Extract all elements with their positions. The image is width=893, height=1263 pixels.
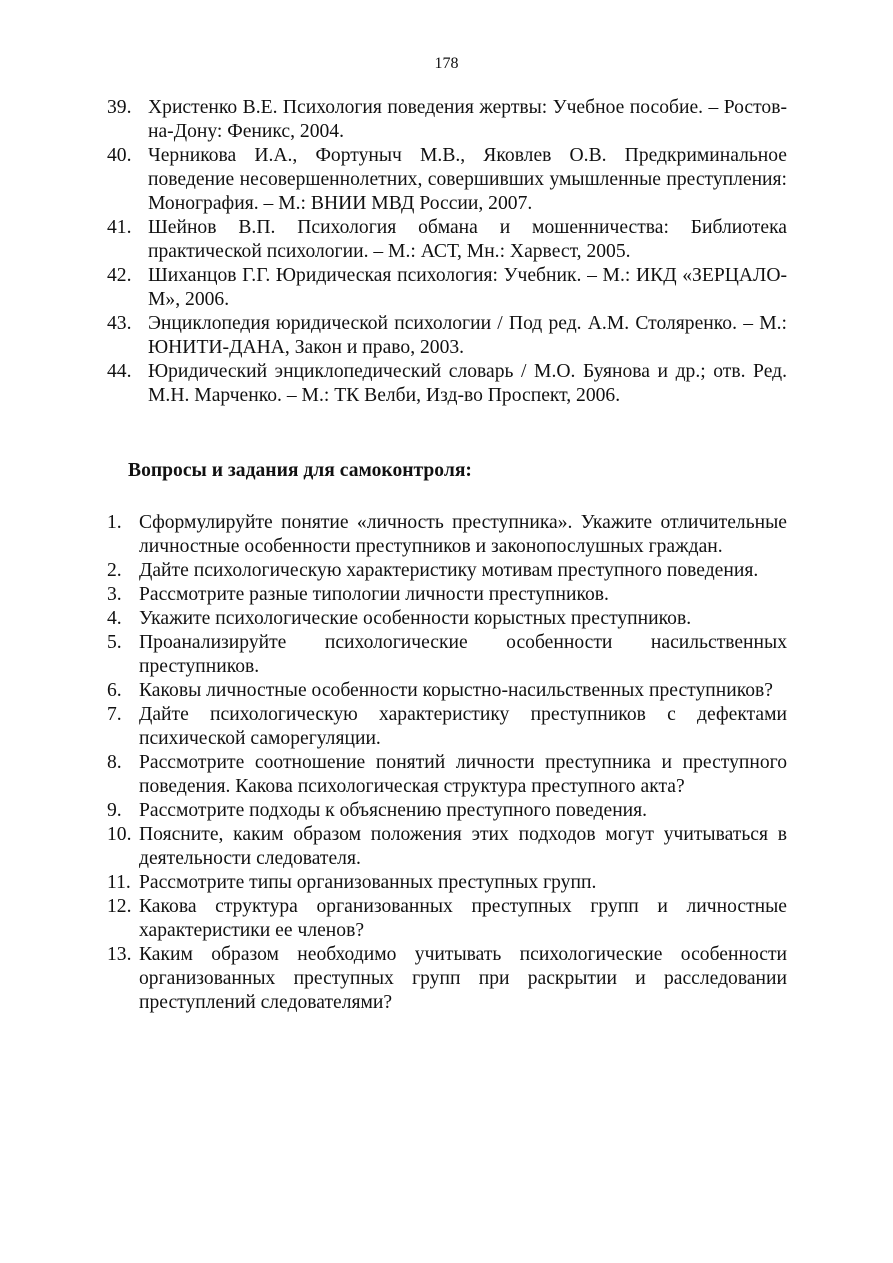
question-number: 4. <box>107 608 122 629</box>
question-text: Укажите психологические особенности корыстных преступников. <box>139 608 692 629</box>
reference-list <box>107 96 787 408</box>
question-number: 5. <box>107 632 122 653</box>
question-item <box>107 895 787 943</box>
reference-text: Шейнов В.П. Психология обмана и мошенничества: Библиотека практической психологии. – М.: АСТ, Мн.: Харвест, 2005. <box>148 217 787 262</box>
question-text: Каким образом необходимо учитывать психологические особенности организованных преступных групп при раскрытии и расследовании преступлений следователями? <box>139 944 787 1013</box>
question-item <box>107 703 787 751</box>
question-text: Какова структура организованных преступных групп и личностные характеристики ее членов? <box>139 896 787 941</box>
question-number: 6. <box>107 680 122 701</box>
question-number: 13. <box>107 944 132 965</box>
reference-item <box>107 360 787 408</box>
question-item <box>107 943 787 1015</box>
reference-number: 42. <box>107 265 132 286</box>
question-item <box>107 799 787 823</box>
question-number: 9. <box>107 800 122 821</box>
reference-number: 40. <box>107 145 132 166</box>
question-item <box>107 871 787 895</box>
question-item <box>107 511 787 559</box>
question-number: 3. <box>107 584 122 605</box>
question-text: Рассмотрите типы организованных преступных групп. <box>139 872 597 893</box>
reference-text: Христенко В.Е. Психология поведения жертвы: Учебное пособие. – Ростов-на-Дону: Феникс, 2004. <box>148 97 787 142</box>
reference-number: 41. <box>107 217 132 238</box>
question-item <box>107 559 787 583</box>
reference-item <box>107 96 787 144</box>
question-number: 12. <box>107 896 132 917</box>
question-item <box>107 583 787 607</box>
question-text: Сформулируйте понятие «личность преступника». Укажите отличительные личностные особенности преступников и законопослушных граждан. <box>139 512 787 557</box>
reference-item <box>107 216 787 264</box>
question-text: Дайте психологическую характеристику преступников с дефектами психической саморегуляции. <box>139 704 787 749</box>
reference-item <box>107 264 787 312</box>
page-number: 178 <box>434 55 459 72</box>
reference-number: 39. <box>107 97 132 118</box>
question-text: Рассмотрите подходы к объяснению преступного поведения. <box>139 800 648 821</box>
reference-item <box>107 144 787 216</box>
reference-number: 43. <box>107 313 132 334</box>
reference-text: Черникова И.А., Фортуныч М.В., Яковлев О.В. Предкриминальное поведение несовершеннолетних, совершивших умышленные преступления: Монография. – М.: ВНИИ МВД России, 2007. <box>148 145 787 214</box>
question-number: 2. <box>107 560 122 581</box>
question-list <box>107 511 787 1015</box>
section-heading: Вопросы и задания для самоконтроля: <box>128 460 472 481</box>
question-text: Рассмотрите разные типологии личности преступников. <box>139 584 609 605</box>
question-number: 10. <box>107 824 132 845</box>
question-item <box>107 679 787 703</box>
question-item <box>107 823 787 871</box>
reference-text: Шиханцов Г.Г. Юридическая психология: Учебник. – М.: ИКД «ЗЕРЦАЛО-М», 2006. <box>148 265 787 310</box>
question-text: Дайте психологическую характеристику мотивам преступного поведения. <box>139 560 759 581</box>
question-number: 1. <box>107 512 122 533</box>
question-text: Рассмотрите соотношение понятий личности преступника и преступного поведения. Какова психологическая структура преступного акта? <box>139 752 787 797</box>
question-number: 7. <box>107 704 122 725</box>
question-item <box>107 607 787 631</box>
question-text: Проанализируйте психологические особенности насильственных преступников. <box>139 632 787 677</box>
question-item <box>107 751 787 799</box>
question-text: Каковы личностные особенности корыстно-насильственных преступников? <box>139 680 773 701</box>
reference-text: Энциклопедия юридической психологии / Под ред. А.М. Столяренко. – М.: ЮНИТИ-ДАНА, Закон и право, 2003. <box>148 313 787 358</box>
question-item <box>107 631 787 679</box>
question-text: Поясните, каким образом положения этих подходов могут учитываться в деятельности следователя. <box>139 824 787 869</box>
question-number: 11. <box>107 872 131 893</box>
reference-number: 44. <box>107 361 132 382</box>
reference-text: Юридический энциклопедический словарь / М.О. Буянова и др.; отв. Ред. М.Н. Марченко. – М.: ТК Велби, Изд-во Проспект, 2006. <box>148 361 787 406</box>
question-number: 8. <box>107 752 122 773</box>
reference-item <box>107 312 787 360</box>
